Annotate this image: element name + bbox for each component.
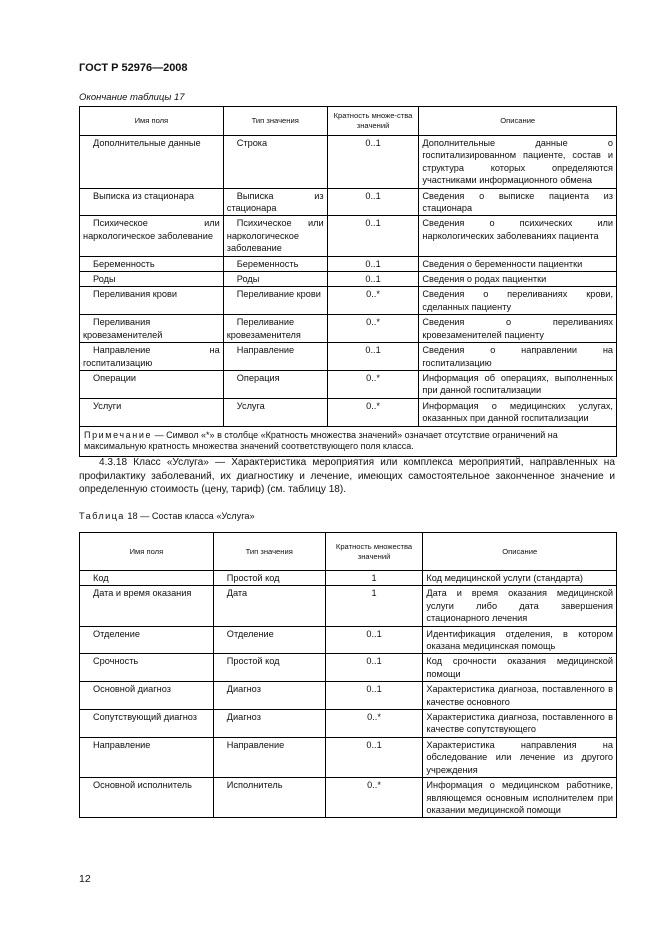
table-17 — [79, 106, 617, 457]
note-label: Примечание — [84, 429, 153, 440]
value-type-cell: Психическое или наркологическое заболевание — [223, 216, 327, 256]
multiplicity-cell: 0..1 — [325, 737, 423, 777]
value-type-cell: Направление — [213, 737, 325, 777]
table-row — [80, 778, 617, 818]
value-type-cell: Беременность — [223, 256, 327, 271]
table-row — [80, 136, 617, 189]
value-type-cell: Услуга — [223, 398, 327, 426]
value-type-cell: Выписка из стационара — [223, 188, 327, 216]
field-name-cell: Беременность — [80, 256, 224, 271]
field-name-cell: Направление на госпитализацию — [80, 343, 224, 371]
description-cell: Сведения о переливаниях кровезаменителей пациенту — [419, 315, 617, 343]
multiplicity-cell: 0..1 — [327, 343, 419, 371]
field-name-cell: Роды — [80, 272, 224, 287]
description-cell: Сведения о родах пациентки — [419, 272, 617, 287]
field-name-cell: Срочность — [80, 654, 214, 682]
description-cell: Дополнительные данные о госпитализированном пациенте, состав и структура которых определяются участниками информационного обмена — [419, 136, 617, 189]
value-type-cell: Роды — [223, 272, 327, 287]
multiplicity-cell: 0..1 — [327, 256, 419, 271]
multiplicity-cell: 0..1 — [327, 216, 419, 256]
value-type-cell: Переливание кровезаменителя — [223, 315, 327, 343]
multiplicity-cell: 1 — [325, 586, 423, 626]
value-type-cell: Отделение — [213, 626, 325, 654]
table-row — [80, 370, 617, 398]
table-row — [80, 586, 617, 626]
column-header: Кратность множества значений — [325, 533, 423, 571]
multiplicity-cell: 0..* — [327, 287, 419, 315]
table-row — [80, 737, 617, 777]
description-cell: Сведения о выписке пациента из стационара — [419, 188, 617, 216]
multiplicity-cell: 0..1 — [325, 682, 423, 710]
table-row — [80, 256, 617, 271]
description-cell: Код медицинской услуги (стандарта) — [423, 571, 617, 586]
table-row — [80, 398, 617, 426]
column-header: Имя поля — [80, 107, 224, 136]
multiplicity-cell: 0..* — [325, 710, 423, 738]
value-type-cell: Операция — [223, 370, 327, 398]
table-row — [80, 654, 617, 682]
multiplicity-cell: 0..* — [325, 778, 423, 818]
field-name-cell: Выписка из стационара — [80, 188, 224, 216]
table18-caption-text: 18 — Состав класса «Услуга» — [124, 511, 255, 521]
description-cell: Идентификация отделения, в котором оказана медицинская помощь — [423, 626, 617, 654]
column-header: Имя поля — [80, 533, 214, 571]
field-name-cell: Переливания крови — [80, 287, 224, 315]
multiplicity-cell: 0..1 — [327, 188, 419, 216]
description-cell: Характеристика диагноза, поставленного в качестве сопутствующего — [423, 710, 617, 738]
multiplicity-cell: 0..* — [327, 315, 419, 343]
field-name-cell: Направление — [80, 737, 214, 777]
value-type-cell: Простой код — [213, 654, 325, 682]
value-type-cell: Диагноз — [213, 710, 325, 738]
section-paragraph: 4.3.18 Класс «Услуга» — Характеристика мероприятия или комплекса мероприятий, направленных на профилактику заболеваний, их диагностику и лечение, имеющих самостоятельное законченное значение и определенную стоимость (цену, тариф) (см. таблицу 18). — [79, 457, 615, 496]
value-type-cell: Простой код — [213, 571, 325, 586]
table-row — [80, 216, 617, 256]
description-cell: Характеристика диагноза, поставленного в качестве основного — [423, 682, 617, 710]
column-header: Тип значения — [213, 533, 325, 571]
page-number: 12 — [79, 873, 91, 885]
multiplicity-cell: 1 — [325, 571, 423, 586]
value-type-cell: Строка — [223, 136, 327, 189]
value-type-cell: Переливание крови — [223, 287, 327, 315]
description-cell: Сведения о психических или наркологических заболеваниях пациента — [419, 216, 617, 256]
table-18 — [79, 532, 617, 818]
table-row — [80, 343, 617, 371]
description-cell: Дата и время оказания медицинской услуги либо дата завершения стационарного лечения — [423, 586, 617, 626]
multiplicity-cell: 0..1 — [325, 626, 423, 654]
column-header: Описание — [419, 107, 617, 136]
field-name-cell: Код — [80, 571, 214, 586]
description-cell: Информация об операциях, выполненных при данной госпитализации — [419, 370, 617, 398]
table-row — [80, 287, 617, 315]
document-header: ГОСТ Р 52976—2008 — [79, 62, 188, 74]
multiplicity-cell: 0..* — [327, 370, 419, 398]
field-name-cell: Психическое или наркологическое заболевание — [80, 216, 224, 256]
multiplicity-cell: 0..1 — [327, 272, 419, 287]
table-row — [80, 315, 617, 343]
table-row — [80, 272, 617, 287]
field-name-cell: Отделение — [80, 626, 214, 654]
description-cell: Сведения о переливаниях крови, сделанных пациенту — [419, 287, 617, 315]
column-header: Кратность множе-ства значений — [327, 107, 419, 136]
table17-caption: Окончание таблицы 17 — [79, 92, 185, 103]
field-name-cell: Сопутствующий диагноз — [80, 710, 214, 738]
value-type-cell: Дата — [213, 586, 325, 626]
table-row — [80, 682, 617, 710]
description-cell: Информация о медицинском работнике, являющемся основным исполнителем при оказании медицинской помощи — [423, 778, 617, 818]
column-header: Тип значения — [223, 107, 327, 136]
field-name-cell: Услуги — [80, 398, 224, 426]
multiplicity-cell: 0..1 — [325, 654, 423, 682]
table18-caption — [79, 511, 255, 521]
table-note — [80, 426, 617, 456]
table-row — [80, 626, 617, 654]
field-name-cell: Дата и время оказания — [80, 586, 214, 626]
column-header: Описание — [423, 533, 617, 571]
multiplicity-cell: 0..1 — [327, 136, 419, 189]
description-cell: Сведения о направлении на госпитализацию — [419, 343, 617, 371]
note-text: — Символ «*» в столбце «Кратность множества значений» означает отсутствие ограничений на максимальную кратность множества значений соответствующего поля класса. — [84, 429, 558, 452]
multiplicity-cell: 0..* — [327, 398, 419, 426]
value-type-cell: Направление — [223, 343, 327, 371]
value-type-cell: Диагноз — [213, 682, 325, 710]
description-cell: Характеристика направления на обследование или лечение из другого учреждения — [423, 737, 617, 777]
table18-caption-label: Таблица — [79, 511, 125, 521]
table-row — [80, 571, 617, 586]
table-row — [80, 188, 617, 216]
field-name-cell: Дополнительные данные — [80, 136, 224, 189]
description-cell: Код срочности оказания медицинской помощи — [423, 654, 617, 682]
description-cell: Информация о медицинских услугах, оказанных при данной госпитализации — [419, 398, 617, 426]
field-name-cell: Операции — [80, 370, 224, 398]
value-type-cell: Исполнитель — [213, 778, 325, 818]
table-row — [80, 710, 617, 738]
field-name-cell: Основной исполнитель — [80, 778, 214, 818]
field-name-cell: Основной диагноз — [80, 682, 214, 710]
field-name-cell: Переливания кровезаменителей — [80, 315, 224, 343]
description-cell: Сведения о беременности пациентки — [419, 256, 617, 271]
